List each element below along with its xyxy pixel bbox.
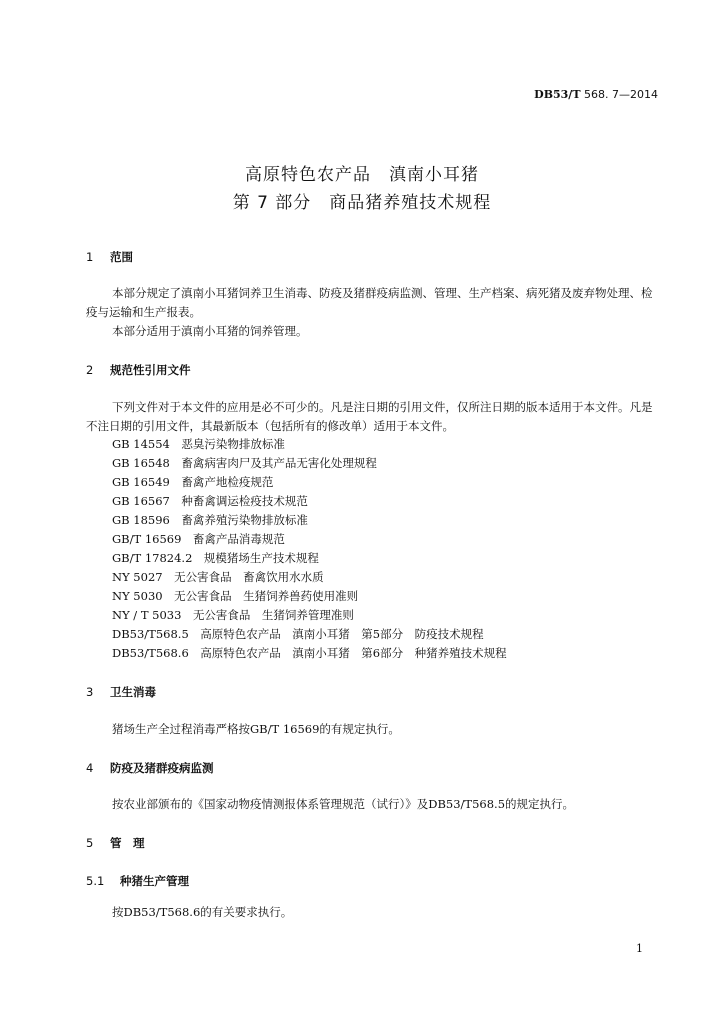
reference-title: 畜禽养殖污染物排放标准 [181,513,308,527]
reference-item [112,474,273,490]
section-2-intro: 下列文件对于本文件的应用是必不可少的。凡是注日期的引用文件，仅所注日期的版本适用于本文件。凡是不注日期的引用文件，其最新版本（包括所有的修改单）适用于本文件。 [86,400,653,433]
reference-code: GB/T 17824.2 [112,551,193,565]
subsection-5-1-paragraph: 按DB53/T568.6的有关要求执行。 [112,905,293,919]
section-title: 卫生消毒 [110,685,157,699]
reference-code: NY 5030 [112,589,163,603]
reference-code: GB/T 16569 [112,532,182,546]
reference-item [112,512,308,528]
reference-item [112,607,354,623]
reference-title: 种畜禽调运检疫技术规范 [181,494,308,508]
section-3-heading [86,684,156,700]
section-number: 1 [86,250,94,264]
section-5-heading [86,835,145,851]
reference-title: 高原特色农产品 滇南小耳猪 第6部分 种猪养殖技术规程 [200,646,507,660]
section-1-heading [86,249,133,265]
section-title: 范围 [110,250,134,264]
reference-code: GB 14554 [112,437,170,451]
standard-number: 568. 7—2014 [584,88,658,101]
section-title: 防疫及猪群疫病监测 [110,761,214,775]
reference-item [112,569,324,585]
reference-item [112,550,319,566]
standard-prefix: DB53/T [534,88,581,101]
reference-title: 无公害食品 生猪饲养管理准则 [192,608,354,622]
subsection-title: 种猪生产管理 [120,874,190,888]
section-number: 4 [86,761,94,775]
section-title: 管 理 [110,836,145,850]
section-1-paragraph-2: 本部分适用于滇南小耳猪的饲养管理。 [112,324,308,338]
reference-item [112,531,285,547]
reference-title: 无公害食品 生猪饲养兽药使用准则 [174,589,359,603]
reference-code: DB53/T568.6 [112,646,189,660]
reference-code: GB 16567 [112,494,170,508]
section-number: 3 [86,685,94,699]
section-number: 5 [86,836,94,850]
reference-code: GB 16548 [112,456,170,470]
reference-item [112,436,285,452]
reference-item [112,455,377,471]
reference-item [112,588,358,604]
subsection-number: 5.1 [86,874,105,888]
reference-title: 畜禽产品消毒规范 [192,532,285,546]
section-number: 2 [86,363,94,377]
reference-code: NY / T 5033 [112,608,182,622]
reference-title: 规模猪场生产技术规程 [203,551,319,565]
reference-code: NY 5027 [112,570,163,584]
reference-code: GB 16549 [112,475,170,489]
reference-code: GB 18596 [112,513,170,527]
section-4-paragraph: 按农业部颁布的《国家动物疫情测报体系管理规范（试行）》及DB53/T568.5的规定执行。 [112,797,575,811]
standard-code [534,88,658,101]
reference-title: 高原特色农产品 滇南小耳猪 第5部分 防疫技术规程 [200,627,484,641]
reference-code: DB53/T568.5 [112,627,189,641]
reference-item [112,645,507,661]
reference-item [112,626,484,642]
section-1-paragraph-1: 本部分规定了滇南小耳猪饲养卫生消毒、防疫及猪群疫病监测、管理、生产档案、病死猪及废弃物处理、检疫与运输和生产报表。 [86,286,653,319]
section-4-heading [86,760,214,776]
reference-item [112,493,308,509]
document-title-line2: 第 7 部分 商品猪养殖技术规程 [232,193,492,213]
reference-title: 畜禽病害肉尸及其产品无害化处理规程 [181,456,377,470]
section-title: 规范性引用文件 [110,363,191,377]
page-number: 1 [636,942,643,955]
section-2-heading [86,362,191,378]
section-3-paragraph: 猪场生产全过程消毒严格按GB/T 16569的有规定执行。 [112,722,400,736]
reference-title: 畜禽产地检疫规范 [181,475,274,489]
reference-title: 恶臭污染物排放标准 [181,437,285,451]
document-title-line1: 高原特色农产品 滇南小耳猪 [245,165,479,185]
reference-title: 无公害食品 畜禽饮用水水质 [174,570,324,584]
subsection-5-1-heading [86,873,189,889]
